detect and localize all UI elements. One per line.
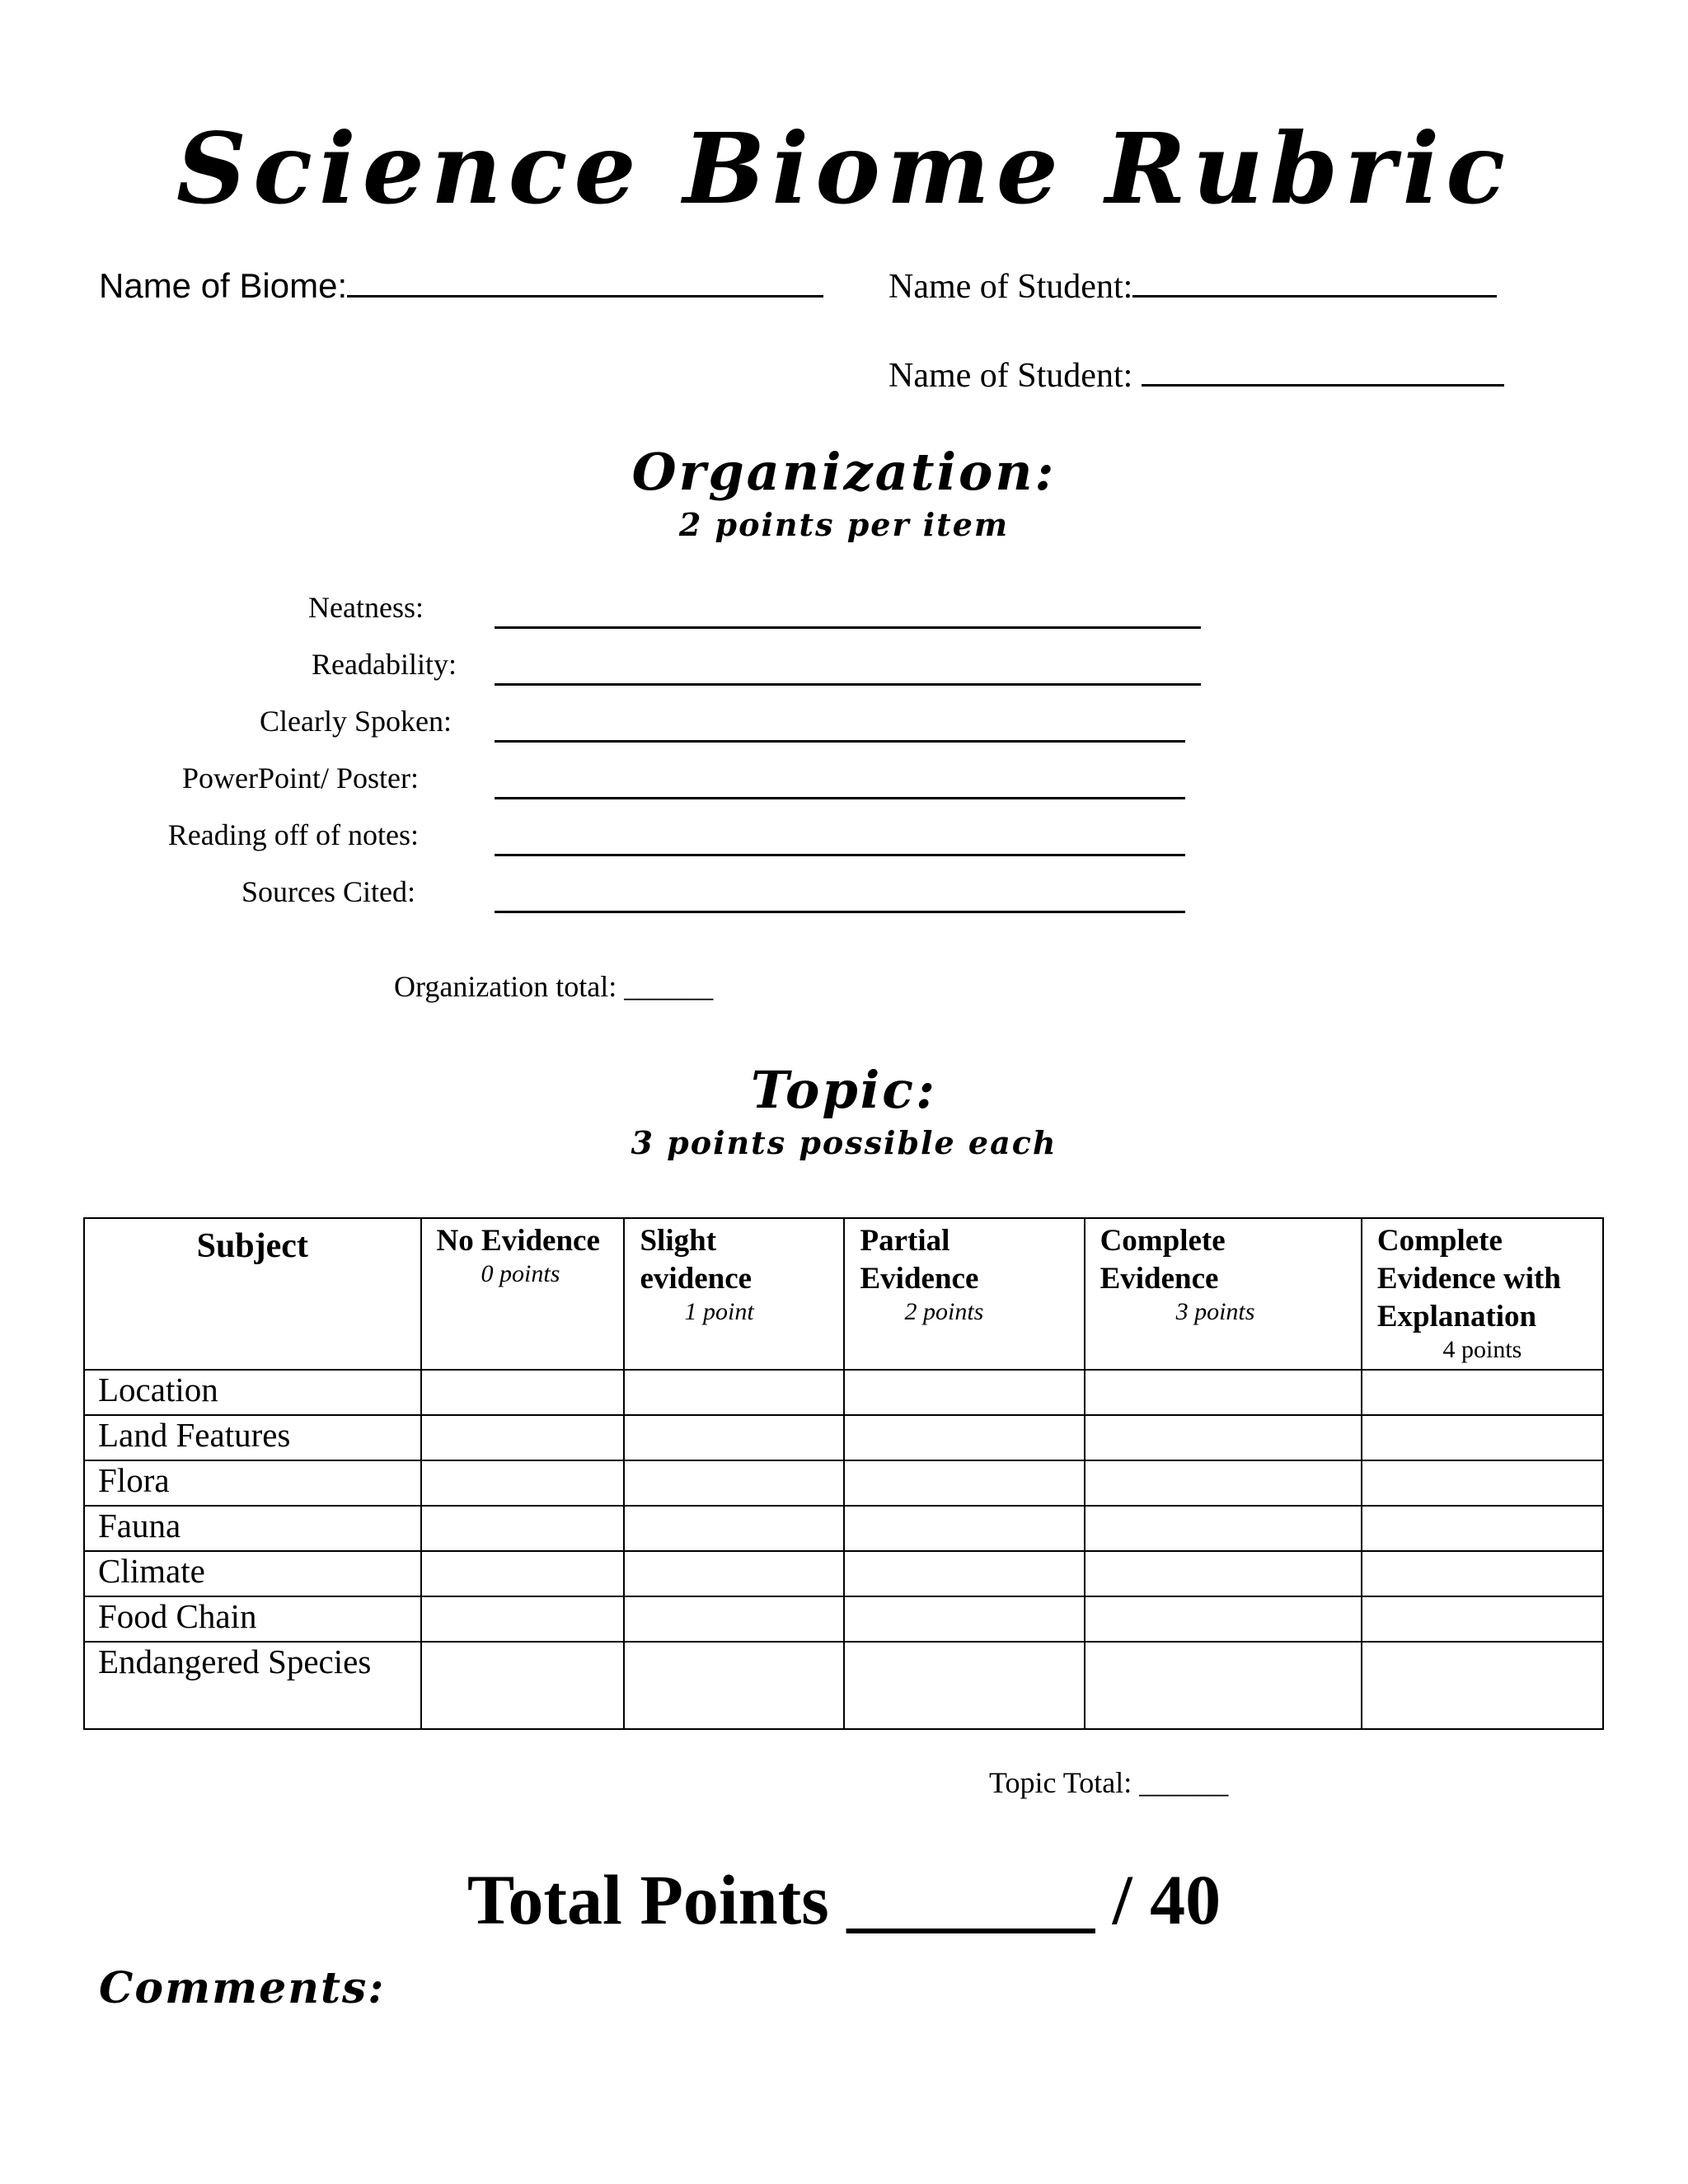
score-cell[interactable] (421, 1370, 625, 1415)
biome-name-blank[interactable] (347, 265, 823, 298)
row-label-fauna: Fauna (84, 1506, 421, 1551)
table-row (84, 1415, 1603, 1460)
score-cell[interactable] (844, 1551, 1084, 1596)
table-row (84, 1596, 1603, 1642)
org-item-label-readability: Readability: (312, 648, 457, 681)
score-cell[interactable] (1362, 1551, 1603, 1596)
table-row (84, 1460, 1603, 1506)
score-cell[interactable] (421, 1415, 625, 1460)
student-name-blank-2[interactable] (1142, 354, 1504, 387)
organization-heading: Organization: (631, 442, 1057, 502)
student-name-field-2 (889, 354, 1504, 396)
score-cell[interactable] (624, 1551, 844, 1596)
organization-subheading: 2 points per item (678, 506, 1010, 543)
score-cell[interactable] (1362, 1642, 1603, 1729)
score-cell[interactable] (1085, 1460, 1362, 1506)
org-item-label-reading-notes: Reading off of notes: (167, 818, 419, 851)
table-row (84, 1370, 1603, 1415)
score-cell[interactable] (844, 1415, 1084, 1460)
student-name-field-1 (889, 265, 1497, 307)
student-name-blank-1[interactable] (1132, 265, 1497, 298)
row-label-land-features: Land Features (84, 1415, 421, 1460)
org-item-blank-neatness[interactable] (495, 626, 1201, 629)
topic-subheading: 3 points possible each (631, 1124, 1057, 1161)
score-cell[interactable] (1085, 1551, 1362, 1596)
table-header-row (84, 1218, 1603, 1370)
row-label-endangered-species: Endangered Species (84, 1642, 421, 1729)
col-header-subject: Subject (84, 1218, 421, 1370)
table-row (84, 1506, 1603, 1551)
col-points-complete-evidence: 3 points (1175, 1298, 1255, 1325)
score-cell[interactable] (421, 1506, 625, 1551)
score-cell[interactable] (1085, 1370, 1362, 1415)
row-label-flora: Flora (84, 1460, 421, 1506)
row-label-food-chain: Food Chain (84, 1596, 421, 1642)
page-title: Science Biome Rubric (176, 111, 1512, 226)
org-item-label-powerpoint-poster: PowerPoint/ Poster: (181, 762, 419, 794)
org-item-blank-reading-notes[interactable] (495, 854, 1185, 856)
score-cell[interactable] (844, 1506, 1084, 1551)
org-item-label-clearly-spoken: Clearly Spoken: (260, 705, 452, 738)
score-cell[interactable] (1362, 1506, 1603, 1551)
org-item-blank-sources-cited[interactable] (495, 911, 1185, 913)
col-points-no-evidence: 0 points (481, 1260, 560, 1287)
score-cell[interactable] (1085, 1596, 1362, 1642)
score-cell[interactable] (421, 1642, 625, 1729)
score-cell[interactable] (844, 1596, 1084, 1642)
score-cell[interactable] (844, 1642, 1084, 1729)
table-row (84, 1642, 1603, 1729)
topic-total: Topic Total: ______ (989, 1766, 1229, 1799)
org-item-label-sources-cited: Sources Cited: (241, 875, 415, 908)
org-item-blank-powerpoint-poster[interactable] (495, 797, 1185, 799)
score-cell[interactable] (421, 1551, 625, 1596)
student-name-label-2: Name of Student: (889, 357, 1133, 395)
col-header-no-evidence: No Evidence 0 points (421, 1218, 625, 1370)
score-cell[interactable] (1085, 1506, 1362, 1551)
score-cell[interactable] (1085, 1415, 1362, 1460)
row-label-climate: Climate (84, 1551, 421, 1596)
score-cell[interactable] (624, 1370, 844, 1415)
score-cell[interactable] (1362, 1370, 1603, 1415)
score-cell[interactable] (624, 1506, 844, 1551)
score-cell[interactable] (421, 1596, 625, 1642)
col-header-complete-evidence: Complete Evidence 3 points (1085, 1218, 1362, 1370)
org-item-blank-clearly-spoken[interactable] (495, 740, 1185, 743)
row-label-location: Location (84, 1370, 421, 1415)
student-name-label-1: Name of Student: (889, 268, 1133, 306)
score-cell[interactable] (624, 1642, 844, 1729)
col-points-partial-evidence: 2 points (904, 1298, 984, 1325)
score-cell[interactable] (1362, 1596, 1603, 1642)
score-cell[interactable] (421, 1460, 625, 1506)
score-cell[interactable] (624, 1460, 844, 1506)
topic-heading: Topic: (751, 1060, 937, 1120)
biome-name-field (99, 265, 823, 306)
score-cell[interactable] (624, 1415, 844, 1460)
org-item-blank-readability[interactable] (495, 683, 1201, 686)
score-cell[interactable] (1362, 1415, 1603, 1460)
score-cell[interactable] (1085, 1642, 1362, 1729)
organization-total: Organization total: ______ (394, 970, 714, 1003)
col-header-complete-evidence-explanation: Complete Evidence with Explanation 4 points (1362, 1218, 1603, 1370)
col-points-slight-evidence: 1 point (684, 1298, 754, 1325)
col-header-slight-evidence: Slight evidence 1 point (624, 1218, 844, 1370)
table-row (84, 1551, 1603, 1596)
comments-label: Comments: (99, 1963, 386, 2013)
score-cell[interactable] (844, 1370, 1084, 1415)
total-points: Total Points _______ / 40 (467, 1860, 1221, 1939)
col-points-complete-evidence-explanation: 4 points (1442, 1336, 1522, 1363)
topic-rubric-table (83, 1217, 1604, 1730)
col-header-partial-evidence: Partial Evidence 2 points (844, 1218, 1084, 1370)
biome-name-label: Name of Biome: (99, 266, 348, 305)
score-cell[interactable] (624, 1596, 844, 1642)
org-item-label-neatness: Neatness: (308, 591, 424, 624)
score-cell[interactable] (1362, 1460, 1603, 1506)
score-cell[interactable] (844, 1460, 1084, 1506)
